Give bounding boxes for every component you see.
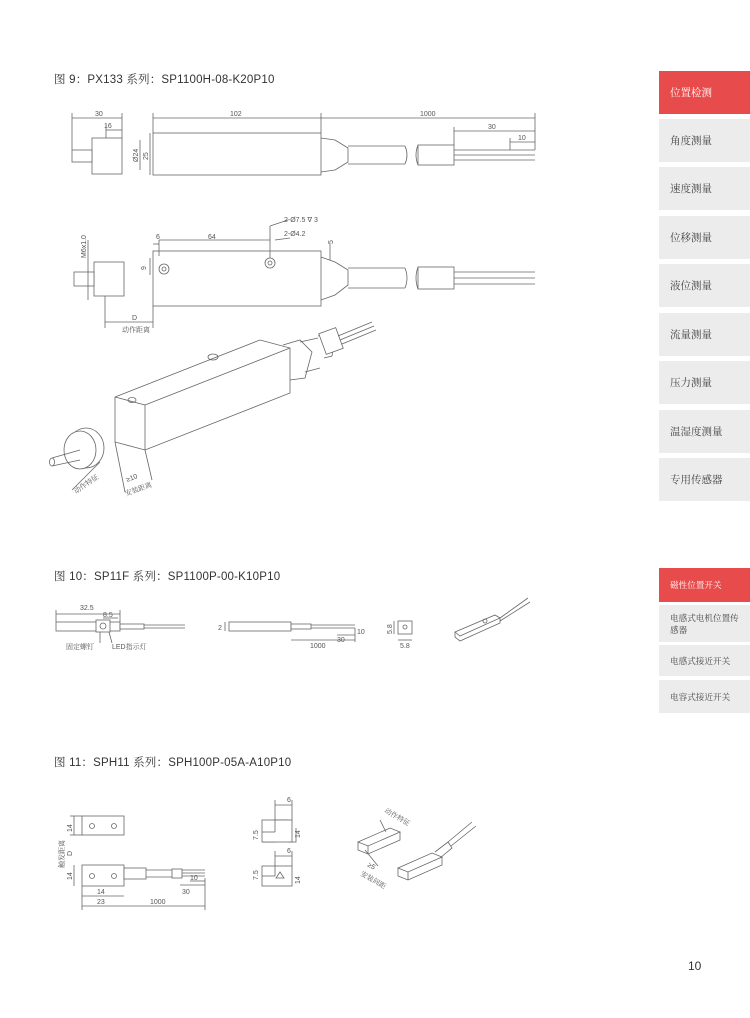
dim-9: 9 [141,266,148,270]
dim-14e: 14 [295,876,302,884]
figure-10-caption: 图 10：SP11F 系列：SP1100P-00-K10P10 [54,571,281,583]
dim-10: 10 [518,135,526,142]
dim-dia75: 2-Ø7.5 ∇ 3 [284,217,318,224]
nav-temp-humidity-measurement[interactable]: 温湿度测量 [659,410,750,453]
subnav-inductive-motor-position-sensor[interactable]: 电感式电机位置传感器 [659,605,750,642]
dim-14c: 14 [67,872,74,880]
dim-25: 25 [143,152,150,160]
dim-10: 10 [357,629,365,636]
dim-7-5a: 7.5 [253,830,260,840]
dim-10: 10 [190,875,198,882]
label-action-feature: 动作特征 [383,807,411,828]
nav-level-measurement[interactable]: 液位测量 [659,264,750,307]
dim-5-8b: 5.8 [400,643,410,650]
dim-m6: M6x1.0 [81,235,88,258]
fig11-sensor-view [74,865,205,910]
dim-ge10: ≥10 [125,473,139,484]
dim-6b: 6 [287,848,291,855]
dim-30: 30 [95,111,103,118]
dim-14b: 14 [97,889,105,896]
dim-23: 23 [97,899,105,906]
dim-102: 102 [230,111,242,118]
dim-dia24: Ø24 [133,148,140,162]
subnav-capacitive-proximity-switch[interactable]: 电容式接近开关 [659,680,750,713]
label-install-distance: 安装距离 [124,481,153,498]
figure-9-caption: 图 9：PX133 系列：SP1100H-08-K20P10 [54,74,275,86]
dim-14a: 14 [67,824,74,832]
label-led-indicator: LED指示灯 [112,644,147,651]
dim-5: 5 [328,240,335,244]
dim-6a: 6 [287,797,291,804]
subnav-magnetic-position-switch[interactable]: 磁性位置开关 [659,568,750,602]
dim-2: 2 [218,625,222,632]
dim-D: D [67,850,74,856]
label-trigger-distance: 触发距离 [59,840,66,868]
fig11-iso-view [358,820,476,880]
dim-7-5b: 7.5 [253,870,260,880]
nav-angle-measurement[interactable]: 角度测量 [659,119,750,162]
dim-14d: 14 [295,830,302,838]
dim-dia42: 2-Ø4.2 [284,231,306,238]
label-fixing-screw: 固定螺钉 [66,644,94,651]
dim-1000: 1000 [420,111,436,118]
dim-8-5: 8.5 [103,612,113,619]
dim-D: D [132,315,138,322]
dim-30b: 30 [488,124,496,131]
label-install-spacing: 安装间距 [359,870,387,891]
dim-6: 6 [156,234,160,241]
dim-ge5: ≥5 [366,861,377,872]
fig11-end-views [262,800,296,886]
nav-displacement-measurement[interactable]: 位移测量 [659,216,750,259]
nav-pressure-measurement[interactable]: 压力测量 [659,361,750,404]
subnav-inductive-proximity-switch[interactable]: 电感式接近开关 [659,645,750,676]
dim-30: 30 [182,889,190,896]
nav-position-detection[interactable]: 位置检测 [659,71,750,114]
page-number: 10 [688,959,702,973]
nav-speed-measurement[interactable]: 速度测量 [659,167,750,210]
nav-flow-measurement[interactable]: 流量测量 [659,313,750,356]
nav-special-sensors[interactable]: 专用传感器 [659,458,750,501]
dim-1000: 1000 [150,899,166,906]
dim-30: 30 [337,637,345,644]
dim-16: 16 [104,123,112,130]
label-action-feature: 动作特征 [73,473,101,496]
dim-5-8a: 5.8 [387,624,394,634]
dim-1000: 1000 [310,643,326,650]
fig11-magnet-view [70,816,124,835]
figure-11-caption: 图 11：SPH11 系列：SPH100P-05A-A10P10 [54,757,292,769]
dim-32-5: 32.5 [80,605,94,612]
dim-64: 64 [208,234,216,241]
label-action-distance: 动作距离 [122,327,150,334]
